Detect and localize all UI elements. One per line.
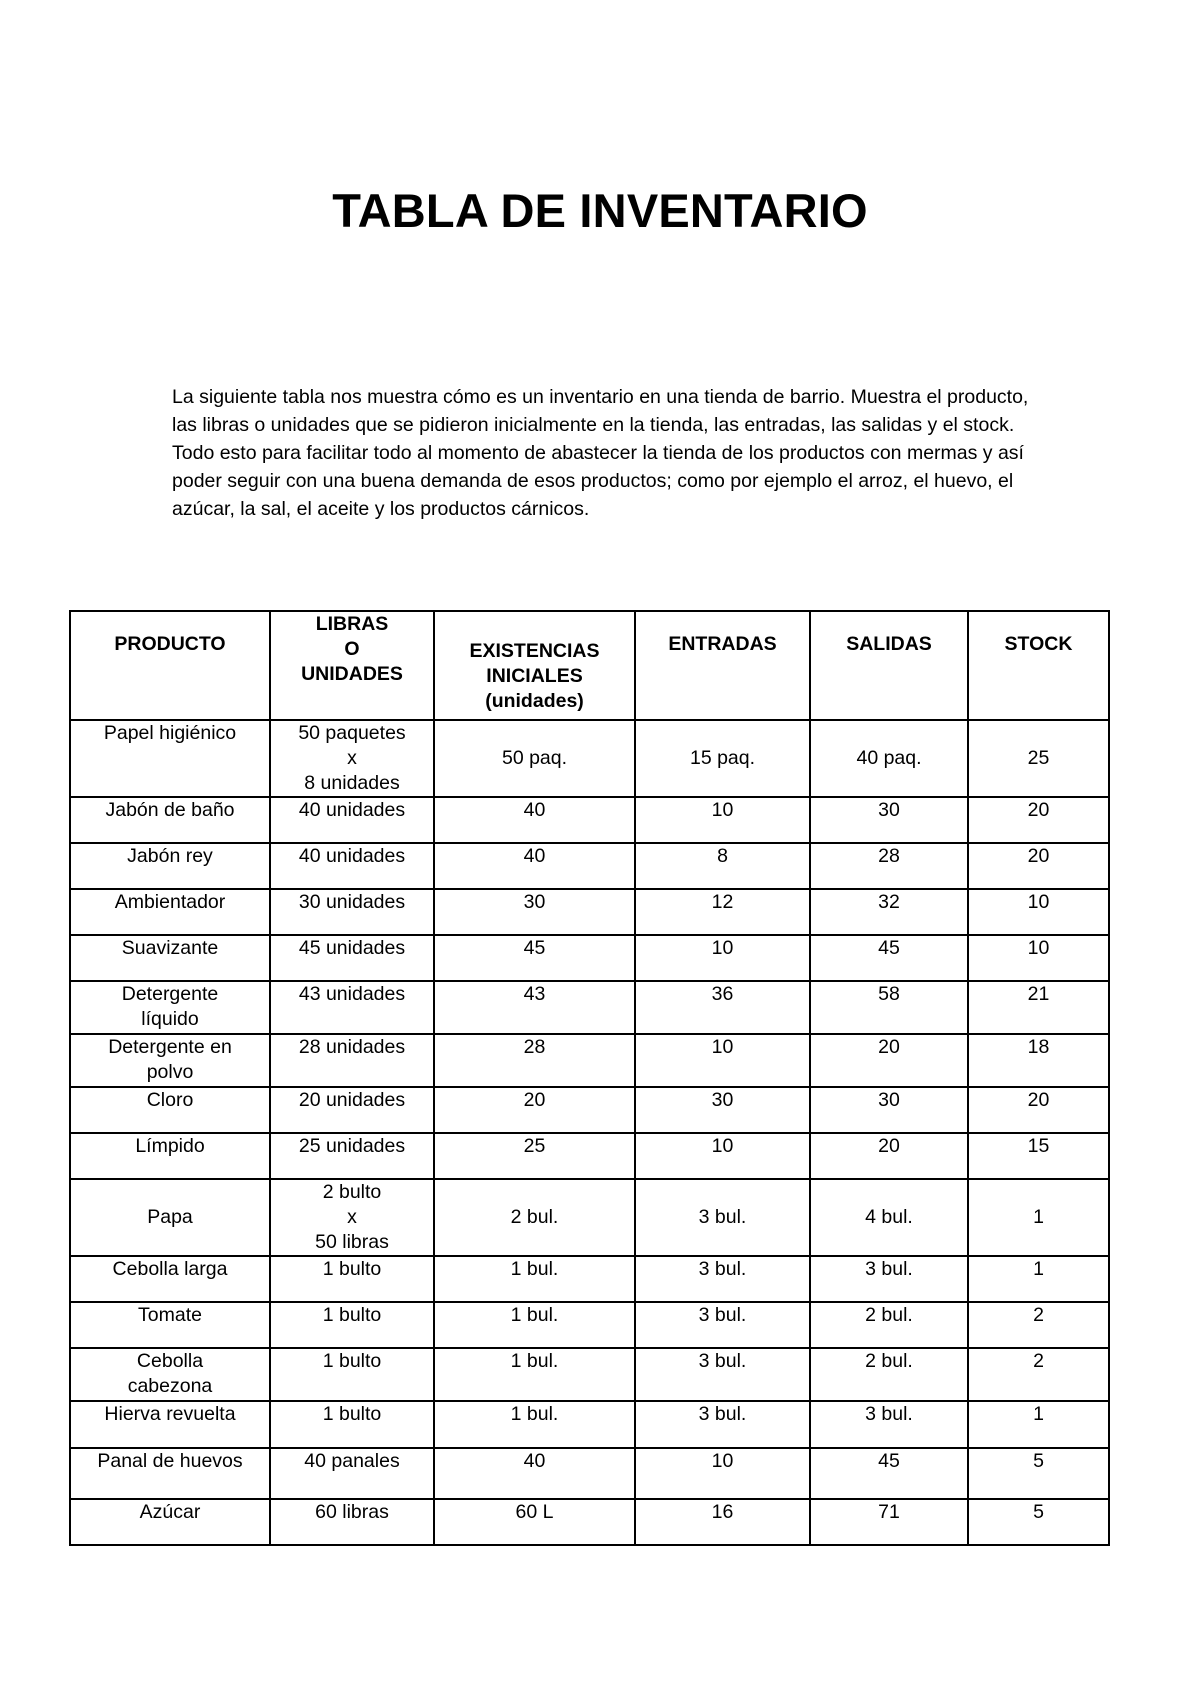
- cell-entradas: 3 bul.: [635, 1256, 810, 1302]
- table-row: [70, 1302, 1109, 1348]
- cell-libras: 43 unidades: [270, 981, 434, 1034]
- cell-stock: 1: [968, 1256, 1109, 1302]
- cell-existencias: 30: [434, 889, 635, 935]
- cell-existencias: 1 bul.: [434, 1256, 635, 1302]
- table-row: [70, 1179, 1109, 1256]
- cell-entradas: 10: [635, 797, 810, 843]
- cell-libras: 25 unidades: [270, 1133, 434, 1179]
- cell-producto: Suavizante: [70, 935, 270, 981]
- cell-entradas: 8: [635, 843, 810, 889]
- cell-existencias: 1 bul.: [434, 1401, 635, 1448]
- cell-producto: Cebolla larga: [70, 1256, 270, 1302]
- cell-libras: 1 bulto: [270, 1401, 434, 1448]
- cell-libras: 30 unidades: [270, 889, 434, 935]
- cell-producto: Detergente en polvo: [70, 1034, 270, 1087]
- cell-stock: 5: [968, 1499, 1109, 1545]
- cell-salidas: 45: [810, 1448, 968, 1499]
- cell-entradas: 3 bul.: [635, 1179, 810, 1256]
- header-libras-unidades: LIBRAS O UNIDADES: [270, 611, 434, 720]
- table-row: [70, 797, 1109, 843]
- cell-existencias: 1 bul.: [434, 1348, 635, 1401]
- cell-stock: 10: [968, 889, 1109, 935]
- cell-libras: 40 panales: [270, 1448, 434, 1499]
- cell-producto: Jabón rey: [70, 843, 270, 889]
- cell-existencias: 25: [434, 1133, 635, 1179]
- cell-stock: 18: [968, 1034, 1109, 1087]
- cell-salidas: 28: [810, 843, 968, 889]
- cell-salidas: 2 bul.: [810, 1302, 968, 1348]
- cell-salidas: 3 bul.: [810, 1401, 968, 1448]
- cell-producto: Hierva revuelta: [70, 1401, 270, 1448]
- cell-entradas: 10: [635, 1133, 810, 1179]
- cell-stock: 20: [968, 843, 1109, 889]
- table-row: [70, 720, 1109, 797]
- cell-stock: 1: [968, 1179, 1109, 1256]
- cell-salidas: 71: [810, 1499, 968, 1545]
- cell-producto: Cebolla cabezona: [70, 1348, 270, 1401]
- table-row: [70, 935, 1109, 981]
- cell-salidas: 2 bul.: [810, 1348, 968, 1401]
- cell-producto: Cloro: [70, 1087, 270, 1133]
- cell-entradas: 36: [635, 981, 810, 1034]
- table-row: [70, 889, 1109, 935]
- cell-stock: 20: [968, 797, 1109, 843]
- cell-entradas: 12: [635, 889, 810, 935]
- cell-producto: Panal de huevos: [70, 1448, 270, 1499]
- table-row: [70, 1034, 1109, 1087]
- cell-libras: 60 libras: [270, 1499, 434, 1545]
- cell-salidas: 32: [810, 889, 968, 935]
- cell-stock: 21: [968, 981, 1109, 1034]
- cell-salidas: 40 paq.: [810, 720, 968, 797]
- cell-existencias: 60 L: [434, 1499, 635, 1545]
- cell-producto: Papel higiénico: [70, 720, 270, 797]
- cell-entradas: 10: [635, 1448, 810, 1499]
- cell-existencias: 50 paq.: [434, 720, 635, 797]
- cell-existencias: 1 bul.: [434, 1302, 635, 1348]
- table-row: [70, 1133, 1109, 1179]
- cell-stock: 1: [968, 1401, 1109, 1448]
- cell-existencias: 40: [434, 1448, 635, 1499]
- header-stock: STOCK: [968, 611, 1109, 720]
- table-row: [70, 1087, 1109, 1133]
- table-row: [70, 1348, 1109, 1401]
- table-row: [70, 1401, 1109, 1448]
- cell-existencias: 2 bul.: [434, 1179, 635, 1256]
- cell-salidas: 3 bul.: [810, 1256, 968, 1302]
- cell-stock: 20: [968, 1087, 1109, 1133]
- cell-salidas: 45: [810, 935, 968, 981]
- table-row: [70, 981, 1109, 1034]
- cell-entradas: 16: [635, 1499, 810, 1545]
- inventory-table: [69, 610, 1110, 1546]
- cell-stock: 5: [968, 1448, 1109, 1499]
- cell-salidas: 58: [810, 981, 968, 1034]
- cell-libras: 40 unidades: [270, 797, 434, 843]
- cell-libras: 28 unidades: [270, 1034, 434, 1087]
- header-producto: PRODUCTO: [70, 611, 270, 720]
- cell-entradas: 30: [635, 1087, 810, 1133]
- cell-stock: 2: [968, 1348, 1109, 1401]
- cell-salidas: 4 bul.: [810, 1179, 968, 1256]
- cell-stock: 15: [968, 1133, 1109, 1179]
- table-row: [70, 1499, 1109, 1545]
- cell-producto: Límpido: [70, 1133, 270, 1179]
- cell-libras: 45 unidades: [270, 935, 434, 981]
- cell-entradas: 10: [635, 1034, 810, 1087]
- cell-existencias: 45: [434, 935, 635, 981]
- cell-libras: 1 bulto: [270, 1348, 434, 1401]
- cell-existencias: 43: [434, 981, 635, 1034]
- cell-existencias: 20: [434, 1087, 635, 1133]
- cell-entradas: 15 paq.: [635, 720, 810, 797]
- cell-existencias: 28: [434, 1034, 635, 1087]
- cell-salidas: 30: [810, 797, 968, 843]
- cell-stock: 10: [968, 935, 1109, 981]
- cell-existencias: 40: [434, 843, 635, 889]
- cell-libras: 40 unidades: [270, 843, 434, 889]
- page-title: TABLA DE INVENTARIO: [332, 184, 868, 237]
- cell-stock: 2: [968, 1302, 1109, 1348]
- cell-producto: Ambientador: [70, 889, 270, 935]
- intro-paragraph: La siguiente tabla nos muestra cómo es un inventario en una tienda de barrio. Muestra el producto, las libras o unidades que se pidieron inicialmente en la tienda, las entradas, las salidas y el stock. Todo esto para facilitar todo al momento de abastecer la tienda de los productos con mermas y así poder seguir con una buena demanda de esos productos; como por ejemplo el arroz, el huevo, el azúcar, la sal, el aceite y los productos cárnicos.: [172, 386, 1029, 520]
- cell-producto: Papa: [70, 1179, 270, 1256]
- cell-entradas: 3 bul.: [635, 1348, 810, 1401]
- cell-entradas: 3 bul.: [635, 1401, 810, 1448]
- cell-entradas: 10: [635, 935, 810, 981]
- header-existencias-iniciales: EXISTENCIAS INICIALES (unidades): [434, 611, 635, 720]
- table-row: [70, 1256, 1109, 1302]
- cell-stock: 25: [968, 720, 1109, 797]
- cell-libras: 1 bulto: [270, 1256, 434, 1302]
- cell-libras: 50 paquetes x 8 unidades: [270, 720, 434, 797]
- cell-libras: 1 bulto: [270, 1302, 434, 1348]
- cell-producto: Tomate: [70, 1302, 270, 1348]
- cell-libras: 2 bulto x 50 libras: [270, 1179, 434, 1256]
- cell-libras: 20 unidades: [270, 1087, 434, 1133]
- header-salidas: SALIDAS: [810, 611, 968, 720]
- table-row: [70, 843, 1109, 889]
- cell-salidas: 30: [810, 1087, 968, 1133]
- table-row: [70, 1448, 1109, 1499]
- cell-existencias: 40: [434, 797, 635, 843]
- cell-salidas: 20: [810, 1133, 968, 1179]
- table-header-row: [70, 611, 1109, 720]
- cell-producto: Detergente líquido: [70, 981, 270, 1034]
- cell-producto: Azúcar: [70, 1499, 270, 1545]
- cell-producto: Jabón de baño: [70, 797, 270, 843]
- cell-salidas: 20: [810, 1034, 968, 1087]
- cell-entradas: 3 bul.: [635, 1302, 810, 1348]
- header-entradas: ENTRADAS: [635, 611, 810, 720]
